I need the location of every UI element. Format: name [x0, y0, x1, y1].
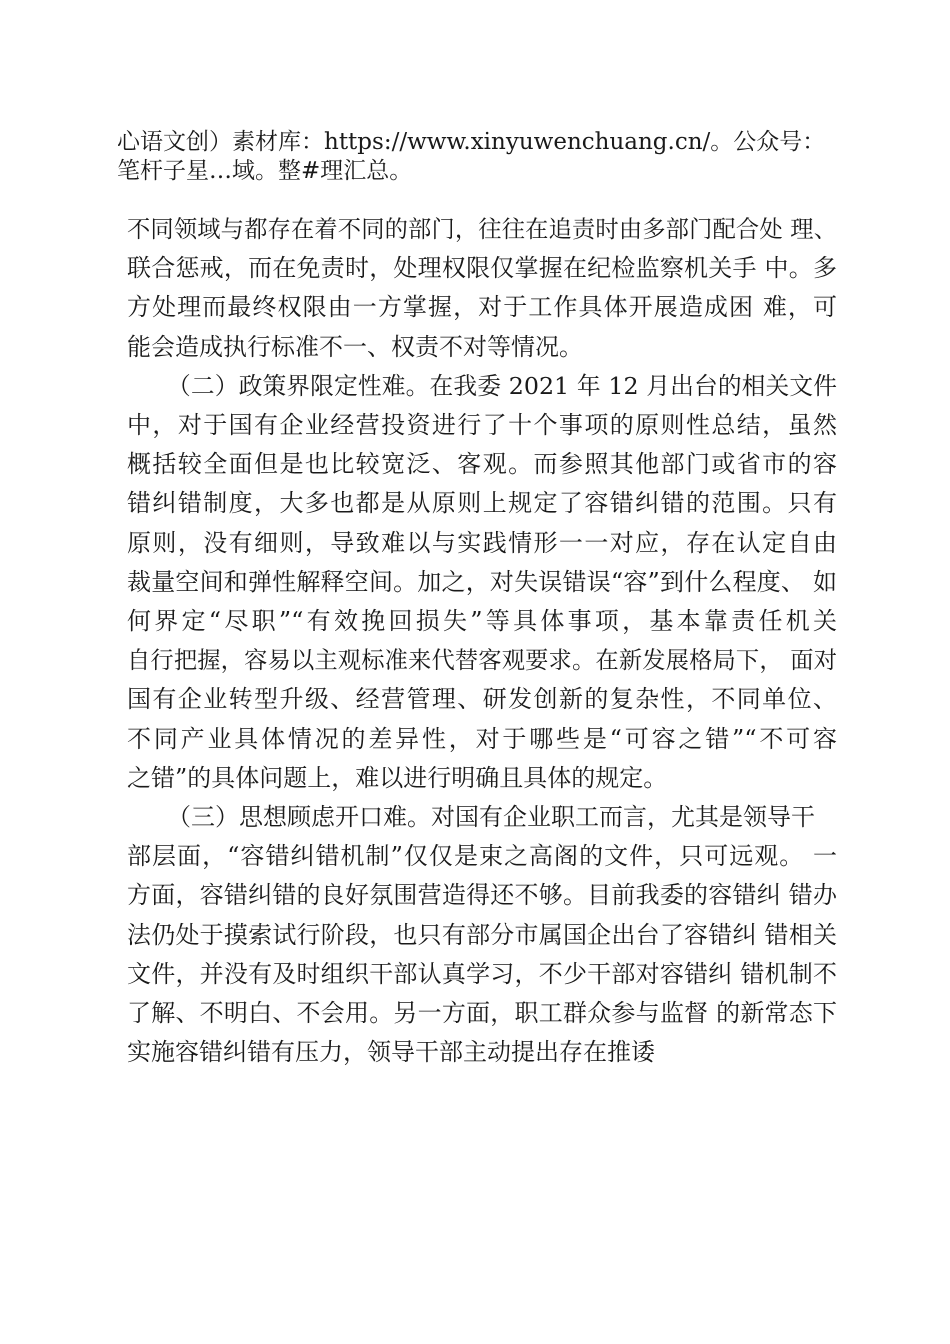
paragraph-speaking-concerns: [127, 798, 837, 1072]
text-line: 错纠错制度，大多也都是从原则上规定了容错纠错的范围。只有: [127, 489, 837, 518]
text-line: 原则，没有细则，导致难以与实践情形一一对应，存在认定自由: [127, 528, 837, 557]
text-line: 了解、不明白、不会用。另一方面，职工群众参与监督 的新常态下: [127, 999, 837, 1028]
text-line: 何界定“尽职”“有效挽回损失”等具体事项，基本靠责任机关: [127, 607, 837, 636]
text-line: 概括较全面但是也比较宽泛、客观。而参照其他部门或省市的容: [127, 450, 837, 479]
text-line: 能会造成执行标准不一、权责不对等情况。: [127, 332, 583, 361]
document-body: [127, 210, 837, 1072]
text-line: 裁量空间和弹性解释空间。加之，对失误错误“容”到什么程度、 如: [127, 567, 837, 596]
text-line: 联合惩戒，而在免责时，处理权限仅掌握在纪检监察机关手 中。多: [127, 254, 837, 283]
text-line: （二）政策界限定性难。在我委 2021 年 12 月出台的相关文件: [167, 371, 837, 400]
source-header: [117, 128, 857, 186]
text-line: 方处理而最终权限由一方掌握，对于工作具体开展造成困 难，可: [127, 293, 837, 322]
text-line: 不同领域与都存在着不同的部门，往往在追责时由多部门配合处 理、: [127, 216, 837, 243]
paragraph-policy-boundary: [127, 367, 837, 798]
text-line: （三）思想顾虑开口难。对国有企业职工而言，尤其是领导干: [167, 803, 815, 832]
text-line: 实施容错纠错有压力，领导干部主动提出存在推诿: [127, 1038, 655, 1067]
text-line: 国有企业转型升级、经营管理、研发创新的复杂性，不同单位、: [127, 685, 837, 714]
paragraph-continuation: [127, 210, 837, 367]
text-line: 法仍处于摸索试行阶段，也只有部分市属国企出台了容错纠 错相关: [127, 920, 837, 949]
text-line: 自行把握，容易以主观标准来代替客观要求。在新发展格局下， 面对: [127, 647, 837, 675]
header-line: 心语文创）素材库：https://www.xinyuwenchuang.cn/。公众号：: [117, 129, 826, 155]
text-line: 文件，并没有及时组织干部认真学习，不少干部对容错纠 错机制不: [127, 959, 837, 988]
text-line: 部层面，“容错纠错机制”仅仅是束之高阁的文件，只可远观。 一: [127, 842, 837, 871]
text-line: 之错”的具体问题上，难以进行明确且具体的规定。: [127, 763, 668, 792]
text-line: 中，对于国有企业经营投资进行了十个事项的原则性总结，虽然: [127, 411, 837, 440]
text-line: 方面，容错纠错的良好氛围营造得还不够。目前我委的容错纠 错办: [127, 881, 837, 910]
header-line: 笔杆子星…域。整#理汇总。: [117, 158, 413, 184]
text-line: 不同产业具体情况的差异性，对于哪些是“可容之错”“不可容: [127, 724, 837, 753]
